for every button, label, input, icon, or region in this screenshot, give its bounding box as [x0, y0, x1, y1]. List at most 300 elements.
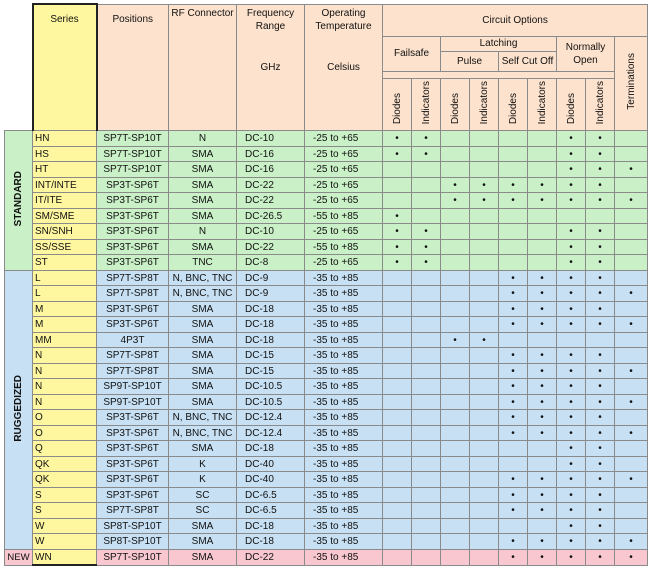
option-cell: • [557, 534, 586, 550]
corner-blank [5, 4, 33, 131]
option-cell [383, 394, 412, 410]
option-cell: • [557, 255, 586, 271]
option-cell: • [557, 472, 586, 488]
option-cell [412, 301, 441, 317]
option-cell: • [557, 177, 586, 193]
header-indicators-3 [528, 79, 557, 131]
connector-cell: TNC [169, 255, 237, 271]
option-cell: • [557, 162, 586, 178]
option-cell [383, 441, 412, 457]
option-cell: • [528, 549, 557, 565]
option-cell: • [586, 301, 615, 317]
positions-cell: SP3T-SP6T [97, 177, 169, 193]
option-cell: • [441, 177, 470, 193]
option-cell: • [499, 379, 528, 395]
positions-cell: SP7T-SP8T [97, 270, 169, 286]
header-spacer [383, 72, 615, 79]
frequency-cell: DC-10.5 [237, 379, 305, 395]
option-cell [383, 270, 412, 286]
connector-cell: SMA [169, 534, 237, 550]
connector-cell: SMA [169, 317, 237, 333]
positions-cell: SP3T-SP6T [97, 456, 169, 472]
connector-cell: N, BNC, TNC [169, 425, 237, 441]
series-cell: N [33, 363, 97, 379]
connector-cell: N [169, 131, 237, 147]
temperature-cell: -25 to +65 [305, 193, 383, 209]
option-cell: • [383, 255, 412, 271]
header-diodes-4 [557, 79, 586, 131]
option-cell [412, 503, 441, 519]
connector-cell: SC [169, 487, 237, 503]
option-cell [412, 394, 441, 410]
option-cell [412, 332, 441, 348]
switch-series-table [4, 3, 648, 566]
option-cell: • [383, 146, 412, 162]
positions-cell: SP3T-SP6T [97, 441, 169, 457]
option-cell: • [499, 503, 528, 519]
frequency-cell: DC-10 [237, 224, 305, 240]
option-cell [470, 518, 499, 534]
option-cell: • [499, 348, 528, 364]
option-cell: • [586, 286, 615, 302]
frequency-cell: DC-26.5 [237, 208, 305, 224]
temperature-cell: -35 to +85 [305, 472, 383, 488]
option-cell: • [557, 224, 586, 240]
option-cell [383, 472, 412, 488]
option-cell: • [615, 286, 648, 302]
connector-cell: SMA [169, 146, 237, 162]
option-cell [615, 301, 648, 317]
positions-cell: SP7T-SP8T [97, 348, 169, 364]
option-cell: • [499, 363, 528, 379]
option-cell: • [383, 131, 412, 147]
connector-cell: SMA [169, 162, 237, 178]
frequency-cell: DC-22 [237, 239, 305, 255]
temperature-cell: -35 to +85 [305, 534, 383, 550]
temperature-cell: -35 to +85 [305, 394, 383, 410]
positions-cell: SP3T-SP6T [97, 410, 169, 426]
series-cell: N [33, 394, 97, 410]
option-cell: • [528, 363, 557, 379]
option-cell [441, 363, 470, 379]
series-cell: WN [33, 549, 97, 565]
connector-cell: SMA [169, 239, 237, 255]
header-indicators-2 [470, 79, 499, 131]
table-row [5, 208, 648, 224]
option-cell [528, 224, 557, 240]
option-cell: • [528, 410, 557, 426]
option-cell [615, 410, 648, 426]
option-cell [441, 224, 470, 240]
frequency-cell: DC-10.5 [237, 394, 305, 410]
option-cell [441, 317, 470, 333]
positions-cell: SP8T-SP10T [97, 518, 169, 534]
option-cell [441, 301, 470, 317]
frequency-cell: DC-18 [237, 301, 305, 317]
frequency-cell: DC-22 [237, 193, 305, 209]
header-diodes-label: Diodes [565, 93, 577, 125]
option-cell: • [528, 487, 557, 503]
option-cell [615, 348, 648, 364]
option-cell [470, 487, 499, 503]
option-cell [383, 425, 412, 441]
series-cell: S [33, 503, 97, 519]
option-cell [412, 487, 441, 503]
option-cell [499, 239, 528, 255]
frequency-cell: DC-22 [237, 549, 305, 565]
option-cell [586, 208, 615, 224]
option-cell [470, 208, 499, 224]
positions-cell: SP3T-SP6T [97, 239, 169, 255]
connector-cell: SMA [169, 441, 237, 457]
header-frequency-unit: GHz [260, 61, 281, 73]
option-cell: • [470, 193, 499, 209]
option-cell: • [586, 363, 615, 379]
frequency-cell: DC-8 [237, 255, 305, 271]
option-cell: • [528, 270, 557, 286]
table-row [5, 534, 648, 550]
option-cell: • [557, 193, 586, 209]
option-cell: • [557, 503, 586, 519]
option-cell [470, 363, 499, 379]
table-row [5, 224, 648, 240]
option-cell: • [499, 425, 528, 441]
option-cell [499, 131, 528, 147]
series-cell: W [33, 534, 97, 550]
option-cell [615, 441, 648, 457]
positions-cell: SP7T-SP8T [97, 286, 169, 302]
option-cell [470, 255, 499, 271]
option-cell: • [557, 348, 586, 364]
header-temperature [305, 4, 383, 131]
option-cell [528, 441, 557, 457]
header-indicators-label: Indicators [478, 81, 490, 125]
option-cell [383, 410, 412, 426]
group-label-standard [5, 131, 33, 271]
table-row [5, 425, 648, 441]
option-cell: • [615, 534, 648, 550]
option-cell: • [412, 146, 441, 162]
option-cell: • [586, 518, 615, 534]
option-cell: • [412, 131, 441, 147]
option-cell [441, 162, 470, 178]
option-cell [499, 162, 528, 178]
series-cell: QK [33, 456, 97, 472]
series-cell: ST [33, 255, 97, 271]
option-cell [412, 441, 441, 457]
option-cell [441, 441, 470, 457]
header-frequency [237, 4, 305, 131]
option-cell [441, 270, 470, 286]
option-cell: • [528, 503, 557, 519]
temperature-cell: -35 to +85 [305, 379, 383, 395]
option-cell [441, 379, 470, 395]
option-cell: • [615, 472, 648, 488]
option-cell [528, 162, 557, 178]
option-cell: • [586, 549, 615, 565]
positions-cell: 4P3T [97, 332, 169, 348]
connector-cell: K [169, 456, 237, 472]
option-cell [615, 456, 648, 472]
header-indicators-1 [412, 79, 441, 131]
option-cell [499, 255, 528, 271]
option-cell: • [557, 363, 586, 379]
positions-cell: SP3T-SP6T [97, 472, 169, 488]
header-temperature-unit: Celsius [327, 61, 360, 73]
series-cell: M [33, 317, 97, 333]
header-normally-open: Normally Open [557, 36, 615, 72]
option-cell [383, 456, 412, 472]
option-cell [383, 518, 412, 534]
header-failsafe: Failsafe [383, 36, 441, 72]
table-row [5, 379, 648, 395]
series-cell: SM/SME [33, 208, 97, 224]
option-cell [470, 239, 499, 255]
option-cell [470, 425, 499, 441]
option-cell [412, 208, 441, 224]
series-cell: Q [33, 441, 97, 457]
series-cell: IT/ITE [33, 193, 97, 209]
option-cell: • [586, 487, 615, 503]
header-diodes-1 [383, 79, 412, 131]
option-cell [441, 456, 470, 472]
series-cell: O [33, 425, 97, 441]
temperature-cell: -55 to +85 [305, 239, 383, 255]
positions-cell: SP7T-SP8T [97, 503, 169, 519]
option-cell: • [499, 472, 528, 488]
option-cell: • [499, 270, 528, 286]
series-cell: INT/INTE [33, 177, 97, 193]
frequency-cell: DC-9 [237, 270, 305, 286]
option-cell [615, 177, 648, 193]
option-cell [412, 177, 441, 193]
frequency-cell: DC-15 [237, 348, 305, 364]
table-row [5, 394, 648, 410]
temperature-cell: -35 to +85 [305, 549, 383, 565]
positions-cell: SP3T-SP6T [97, 317, 169, 333]
option-cell [470, 270, 499, 286]
option-cell: • [528, 394, 557, 410]
option-cell [499, 146, 528, 162]
option-cell [615, 270, 648, 286]
option-cell: • [586, 255, 615, 271]
option-cell [383, 193, 412, 209]
option-cell [615, 487, 648, 503]
option-cell: • [557, 146, 586, 162]
option-cell: • [557, 549, 586, 565]
option-cell [615, 332, 648, 348]
option-cell: • [615, 162, 648, 178]
option-cell: • [441, 193, 470, 209]
option-cell: • [557, 317, 586, 333]
connector-cell: N, BNC, TNC [169, 286, 237, 302]
table-row [5, 410, 648, 426]
series-cell: O [33, 410, 97, 426]
option-cell: • [586, 379, 615, 395]
table-row [5, 162, 648, 178]
option-cell [383, 549, 412, 565]
option-cell: • [586, 177, 615, 193]
option-cell: • [528, 301, 557, 317]
temperature-cell: -35 to +85 [305, 332, 383, 348]
positions-cell: SP3T-SP6T [97, 193, 169, 209]
connector-cell: N [169, 224, 237, 240]
frequency-cell: DC-18 [237, 317, 305, 333]
series-cell: HN [33, 131, 97, 147]
option-cell [499, 208, 528, 224]
table-row [5, 286, 648, 302]
connector-cell: N, BNC, TNC [169, 270, 237, 286]
header-diodes-label: Diodes [391, 93, 403, 125]
temperature-cell: -55 to +85 [305, 208, 383, 224]
option-cell [470, 301, 499, 317]
option-cell [441, 131, 470, 147]
option-cell [412, 410, 441, 426]
option-cell [412, 518, 441, 534]
temperature-cell: -35 to +85 [305, 317, 383, 333]
option-cell [441, 208, 470, 224]
option-cell: • [528, 286, 557, 302]
temperature-cell: -25 to +65 [305, 255, 383, 271]
temperature-cell: -25 to +65 [305, 224, 383, 240]
option-cell [441, 503, 470, 519]
option-cell: • [441, 332, 470, 348]
option-cell: • [586, 270, 615, 286]
option-cell [499, 224, 528, 240]
option-cell [441, 255, 470, 271]
option-cell [470, 162, 499, 178]
option-cell [412, 286, 441, 302]
table-row [5, 456, 648, 472]
option-cell [470, 286, 499, 302]
table-row [5, 487, 648, 503]
temperature-cell: -25 to +65 [305, 177, 383, 193]
table-row [5, 193, 648, 209]
group-label-ruggedized [5, 270, 33, 549]
frequency-cell: DC-16 [237, 162, 305, 178]
connector-cell: SMA [169, 301, 237, 317]
temperature-cell: -35 to +85 [305, 425, 383, 441]
option-cell [383, 177, 412, 193]
option-cell [441, 549, 470, 565]
connector-cell: SMA [169, 348, 237, 364]
option-cell [412, 317, 441, 333]
option-cell [470, 146, 499, 162]
option-cell [470, 317, 499, 333]
table-row [5, 472, 648, 488]
series-cell: W [33, 518, 97, 534]
group-label-text: NEW [7, 551, 30, 563]
series-cell: M [33, 301, 97, 317]
header-diodes-label: Diodes [507, 93, 519, 125]
option-cell: • [528, 317, 557, 333]
temperature-cell: -35 to +85 [305, 503, 383, 519]
series-cell: HS [33, 146, 97, 162]
option-cell [470, 410, 499, 426]
option-cell: • [586, 441, 615, 457]
option-cell [470, 503, 499, 519]
option-cell [441, 146, 470, 162]
connector-cell: SMA [169, 208, 237, 224]
option-cell [383, 363, 412, 379]
temperature-cell: -35 to +85 [305, 348, 383, 364]
option-cell: • [557, 441, 586, 457]
option-cell: • [383, 208, 412, 224]
option-cell [441, 410, 470, 426]
option-cell [470, 224, 499, 240]
option-cell [441, 286, 470, 302]
table-row [5, 255, 648, 271]
option-cell: • [499, 193, 528, 209]
option-cell: • [586, 425, 615, 441]
option-cell: • [586, 146, 615, 162]
frequency-cell: DC-18 [237, 534, 305, 550]
option-cell: • [557, 301, 586, 317]
temperature-cell: -35 to +85 [305, 456, 383, 472]
header-diodes-label: Diodes [449, 93, 461, 125]
connector-cell: SMA [169, 193, 237, 209]
option-cell [383, 317, 412, 333]
option-cell [528, 518, 557, 534]
option-cell [412, 425, 441, 441]
option-cell: • [499, 410, 528, 426]
option-cell: • [615, 425, 648, 441]
option-cell: • [557, 410, 586, 426]
table-row [5, 131, 648, 147]
positions-cell: SP3T-SP6T [97, 208, 169, 224]
temperature-cell: -35 to +85 [305, 487, 383, 503]
table-row [5, 348, 648, 364]
option-cell: • [586, 162, 615, 178]
option-cell: • [499, 301, 528, 317]
option-cell [383, 301, 412, 317]
series-cell: L [33, 270, 97, 286]
option-cell [412, 549, 441, 565]
option-cell [470, 131, 499, 147]
option-cell: • [586, 317, 615, 333]
option-cell: • [615, 549, 648, 565]
option-cell [528, 255, 557, 271]
option-cell [615, 224, 648, 240]
option-cell: • [557, 518, 586, 534]
option-cell: • [586, 410, 615, 426]
header-indicators-label: Indicators [420, 81, 432, 125]
option-cell [383, 379, 412, 395]
frequency-cell: DC-18 [237, 441, 305, 457]
option-cell [441, 348, 470, 364]
frequency-cell: DC-18 [237, 332, 305, 348]
option-cell: • [586, 348, 615, 364]
header-rf-connector: RF Connector [169, 4, 237, 131]
option-cell [412, 379, 441, 395]
connector-cell: SMA [169, 394, 237, 410]
positions-cell: SP7T-SP10T [97, 162, 169, 178]
header-pulse: Pulse [441, 52, 499, 72]
option-cell: • [470, 177, 499, 193]
frequency-cell: DC-15 [237, 363, 305, 379]
option-cell [528, 208, 557, 224]
table-row [5, 441, 648, 457]
header-indicators-label: Indicators [594, 81, 606, 125]
option-cell [499, 518, 528, 534]
option-cell [528, 239, 557, 255]
option-cell [383, 503, 412, 519]
header-self-cut-off: Self Cut Off [499, 52, 557, 72]
option-cell [412, 348, 441, 364]
temperature-cell: -35 to +85 [305, 518, 383, 534]
frequency-cell: DC-12.4 [237, 410, 305, 426]
header-terminations [615, 36, 648, 131]
